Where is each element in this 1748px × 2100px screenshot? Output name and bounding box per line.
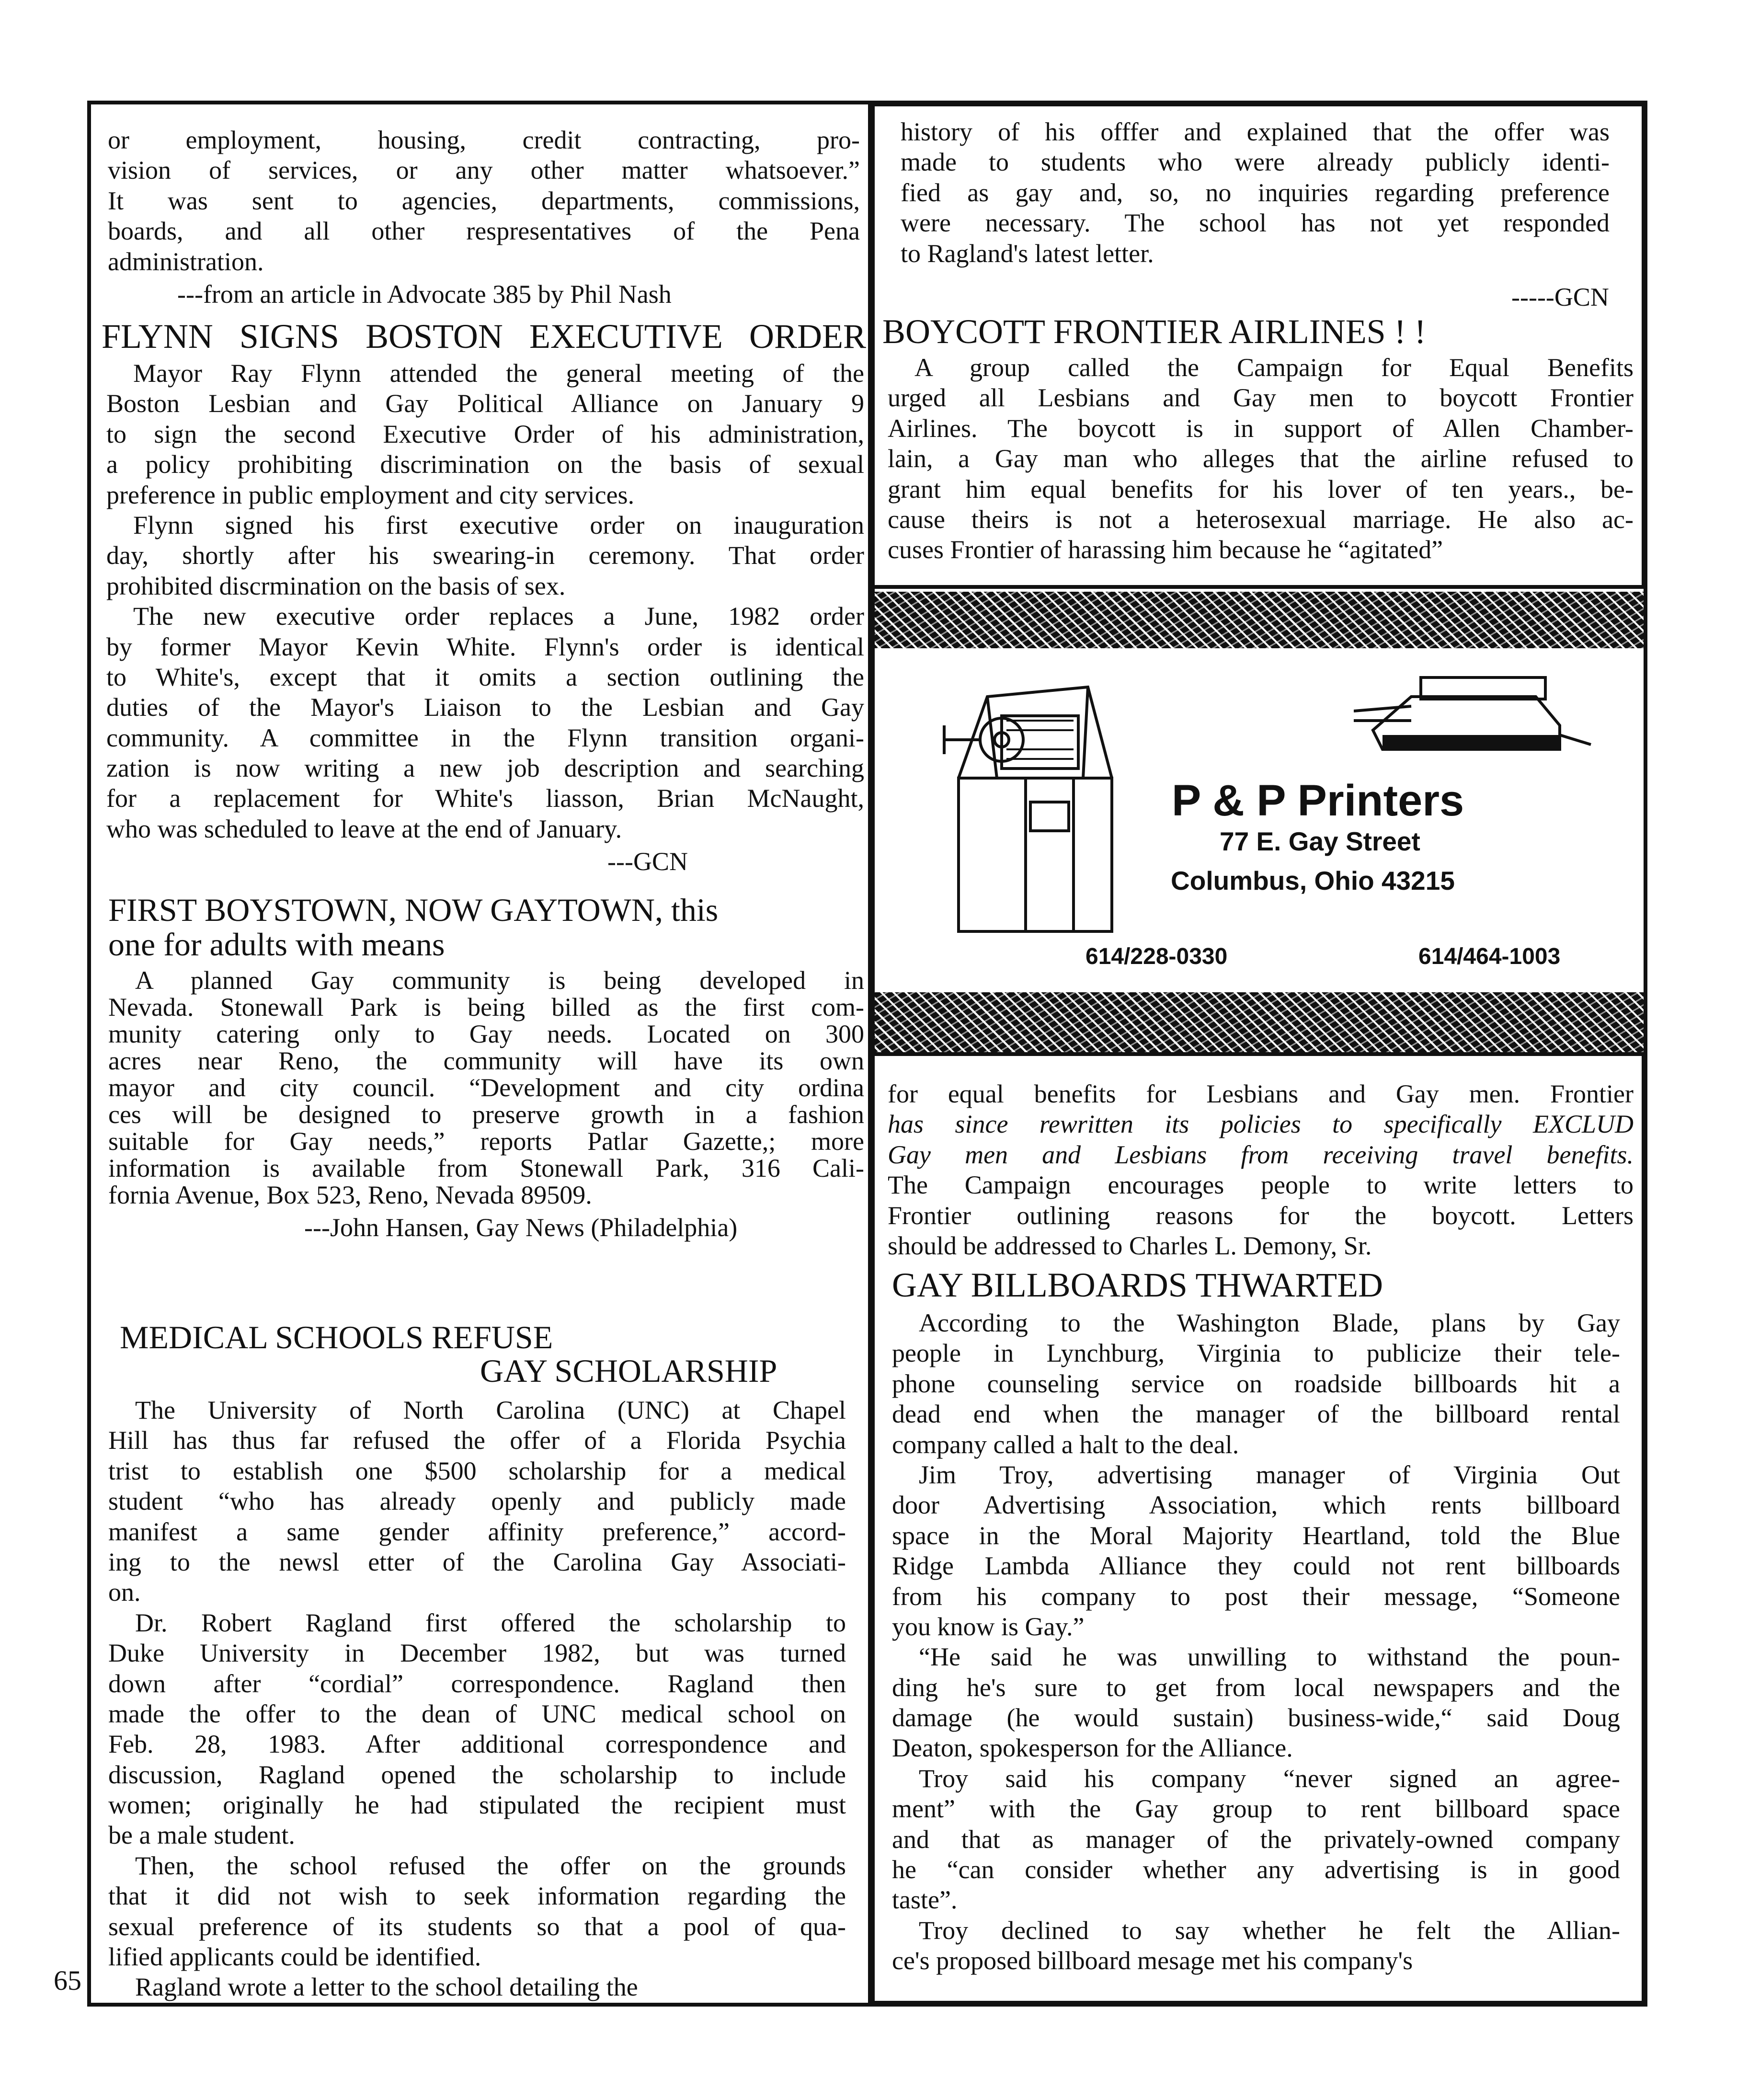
ad-city: Columbus, Ohio 43215 (1171, 866, 1455, 895)
text-line: According to the Washington Blade, plans by Gay (919, 1308, 1620, 1337)
continued-credit: -----GCN (1511, 283, 1609, 311)
text-line: ment” with the Gay group to rent billboard space (892, 1794, 1620, 1824)
text-line: Frontier outlining reasons for the boycott. Letters (888, 1201, 1634, 1230)
text-line: lain, a Gay man who alleges that the airline refused to (888, 444, 1634, 473)
text-line: who was scheduled to leave at the end of January. (106, 814, 622, 843)
text-line: A planned Gay community is being developed in (135, 966, 864, 995)
flynn-article (106, 358, 864, 844)
text-line: dead end when the manager of the billboard rental (892, 1400, 1620, 1429)
text-line: space in the Moral Majority Heartland, told the Blue (892, 1521, 1620, 1550)
boystown-credit: ---John Hansen, Gay News (Philadelphia) (304, 1213, 738, 1242)
text-line: on. (108, 1578, 141, 1607)
text-line: taste”. (892, 1885, 958, 1915)
text-line: Flynn signed his first executive order on inauguration (133, 510, 864, 539)
text-line: Nevada. Stonewall Park is being billed as the first com- (108, 993, 864, 1021)
text-line: cuses Frontier of harassing him because he “agitated” (888, 535, 1443, 564)
text-line: he “can consider whether any advertising is in good (892, 1855, 1620, 1884)
text-line: Mayor Ray Flynn attended the general meeting of the (133, 359, 864, 388)
text-line: The Campaign encourages people to write letters to (888, 1170, 1634, 1200)
text-line: cause theirs is not a heterosexual marriage. He also ac- (888, 505, 1634, 534)
text-line: Troy said his company “never signed an agree- (919, 1764, 1620, 1793)
medical-heading: MEDICAL SCHOOLS REFUSE (120, 1319, 553, 1355)
medical-article (108, 1395, 846, 2003)
text-line: lified applicants could be identified. (108, 1942, 481, 1972)
text-line: people in Lynchburg, Virginia to publicize their tele- (892, 1339, 1620, 1368)
text-line: Boston Lesbian and Gay Political Alliance on January 9 (106, 389, 864, 418)
text-line: The University of North Carolina (UNC) at Chapel (135, 1396, 846, 1424)
text-line: to White's, except that it omits a section outlining the (106, 662, 864, 691)
text-line: a policy prohibiting discrimination on the basis of sexual (106, 450, 864, 479)
text-line: discussion, Ragland opened the scholarship to include (108, 1760, 846, 1789)
text-line: preference in public employment and city services. (106, 480, 635, 509)
text-line: Hill has thus far refused the offer of a Florida Psychia (108, 1426, 846, 1455)
column-divider (868, 101, 875, 2007)
text-line: Airlines. The boycott is in support of Allen Chamber- (888, 413, 1634, 443)
text-line: prohibited discrmination on the basis of sex. (106, 571, 566, 600)
ad-street: 77 E. Gay Street (1220, 826, 1420, 856)
text-line: Ragland wrote a letter to the school detailing the (135, 1973, 638, 2002)
text-line: you know is Gay.” (892, 1612, 1085, 1641)
text-line: Ridge Lambda Alliance they could not rent billboards (892, 1551, 1620, 1581)
text-line: Then, the school refused the offer on the grounds (135, 1851, 846, 1880)
ad-texture-band-top (875, 592, 1644, 648)
text-line: to Ragland's latest letter. (901, 239, 1154, 268)
intro-credit: ---from an article in Advocate 385 by Phil Nash (177, 280, 672, 309)
text-line: It was sent to agencies, departments, commissions, (108, 186, 860, 215)
text-line: grant him equal benefits for his lover of ten years., be- (888, 474, 1634, 504)
intro-text (108, 125, 860, 277)
text-line: duties of the Mayor's Liaison to the Lesbian and Gay (106, 693, 864, 722)
text-line: day, shortly after his swearing-in ceremony. That order (106, 541, 864, 570)
text-line: door Advertising Association, which rents billboard (892, 1491, 1620, 1520)
text-line: for a replacement for White's liasson, Brian McNaught, (106, 784, 864, 813)
text-line: urged all Lesbians and Gay men to boycott Frontier (888, 383, 1634, 413)
text-line: administration. (108, 247, 264, 276)
text-line: Dr. Robert Ragland first offered the scholarship to (135, 1608, 846, 1637)
flynn-heading: FLYNN SIGNS BOSTON EXECUTIVE ORDER (102, 317, 866, 356)
text-line: ce's proposed billboard mesage met his company's (892, 1946, 1413, 1975)
text-line: fornia Avenue, Box 523, Reno, Nevada 89509. (108, 1181, 592, 1209)
printing-press-icon (930, 668, 1141, 936)
text-line: mayor and city council. “Development and city ordina (108, 1073, 864, 1102)
text-line: be a male student. (108, 1821, 295, 1850)
text-line: company called a halt to the deal. (892, 1430, 1239, 1459)
ad-texture-band-bottom (875, 992, 1644, 1052)
flynn-credit: ---GCN (607, 847, 688, 876)
text-line: Duke University in December 1982, but was turned (108, 1639, 846, 1668)
text-line: made the offer to the dean of UNC medical school on (108, 1699, 846, 1728)
text-line: ces will be designed to preserve growth in a fashion (108, 1100, 864, 1129)
text-line: by former Mayor Kevin White. Flynn's order is identical (106, 632, 864, 661)
text-line: sexual preference of its students so that a pool of qua- (108, 1912, 846, 1941)
text-line: fied as gay and, so, no inquiries regarding preference (901, 178, 1610, 207)
text-line: A group called the Campaign for Equal Benefits (914, 353, 1634, 382)
text-line: Deaton, spokesperson for the Alliance. (892, 1733, 1293, 1763)
copier-machine-icon (1354, 668, 1593, 764)
text-line: zation is now writing a new job description and searching (106, 754, 864, 783)
page-number: 65 (54, 1965, 81, 1996)
printer-advertisement (875, 585, 1644, 1056)
text-line: damage (he would sustain) business-wide,“ said Doug (892, 1703, 1620, 1733)
text-line: information is available from Stonewall Park, 316 Cali- (108, 1154, 864, 1182)
text-line: from his company to post their message, “Someone (892, 1582, 1620, 1611)
billboards-article (892, 1308, 1620, 1976)
medical-subheading: GAY SCHOLARSHIP (480, 1353, 777, 1389)
text-line: suitable for Gay needs,” reports Patlar Gazette,; more (108, 1127, 864, 1156)
text-line: ding he's sure to get from local newspapers and the (892, 1673, 1620, 1702)
text-line: should be addressed to Charles L. Demony, Sr. (888, 1231, 1372, 1260)
continued-text (901, 117, 1610, 269)
boycott-continued (888, 1079, 1634, 1261)
ad-business-name: P & P Printers (1172, 776, 1464, 825)
text-line: boards, and all other respresentatives of the Pena (108, 217, 860, 246)
boycott-heading: BOYCOTT FRONTIER AIRLINES ! ! (882, 312, 1426, 351)
text-line: Jim Troy, advertising manager of Virginia Out (919, 1460, 1620, 1489)
text-line: Feb. 28, 1983. After additional correspondence and (108, 1730, 846, 1759)
text-line: made to students who were already publicly identi- (901, 148, 1610, 177)
boystown-subheading: one for adults with means (108, 926, 445, 963)
text-line: phone counseling service on roadside billboards hit a (892, 1369, 1620, 1398)
text-line: ing to the newsl etter of the Carolina Gay Associati- (108, 1547, 846, 1576)
text-line: manifest a same gender affinity preference,” accord- (108, 1517, 846, 1546)
text-line: for equal benefits for Lesbians and Gay men. Frontier (888, 1079, 1634, 1108)
text-line: acres near Reno, the community will have its own (108, 1046, 864, 1075)
text-line: to sign the second Executive Order of his administration, (106, 419, 864, 448)
billboards-heading: GAY BILLBOARDS THWARTED (892, 1266, 1383, 1304)
text-line: Troy declined to say whether he felt the Allian- (919, 1916, 1620, 1945)
text-line: Gay men and Lesbians from receiving travel benefits. (888, 1140, 1634, 1169)
text-line: has since rewritten its policies to specifically EXCLUD (888, 1110, 1634, 1139)
text-line: were necessary. The school has not yet responded (901, 208, 1610, 238)
text-line: that it did not wish to seek information regarding the (108, 1882, 846, 1911)
text-line: student “who has already openly and publicly made (108, 1487, 846, 1516)
ad-phone-1: 614/228-0330 (1085, 944, 1228, 969)
text-line: munity catering only to Gay needs. Located on 300 (108, 1020, 864, 1048)
text-line: down after “cordial” correspondence. Ragland then (108, 1669, 846, 1698)
text-line: community. A committee in the Flynn transition organi- (106, 723, 864, 752)
text-line: “He said he was unwilling to withstand the poun- (919, 1642, 1620, 1672)
text-line: trist to establish one $500 scholarship for a medical (108, 1456, 846, 1485)
text-line: history of his offfer and explained that the offer was (901, 117, 1610, 146)
text-line: The new executive order replaces a June, 1982 order (133, 602, 864, 631)
text-line: women; originally he had stipulated the recipient must (108, 1790, 846, 1820)
boystown-heading: FIRST BOYSTOWN, NOW GAYTOWN, this (108, 892, 719, 928)
boycott-article (888, 353, 1634, 565)
ad-phone-2: 614/464-1003 (1418, 944, 1561, 969)
text-line: or employment, housing, credit contracting, pro- (108, 126, 860, 154)
text-line: vision of services, or any other matter whatsoever.” (108, 156, 860, 185)
boystown-article (108, 967, 864, 1208)
text-line: and that as manager of the privately-owned company (892, 1825, 1620, 1854)
